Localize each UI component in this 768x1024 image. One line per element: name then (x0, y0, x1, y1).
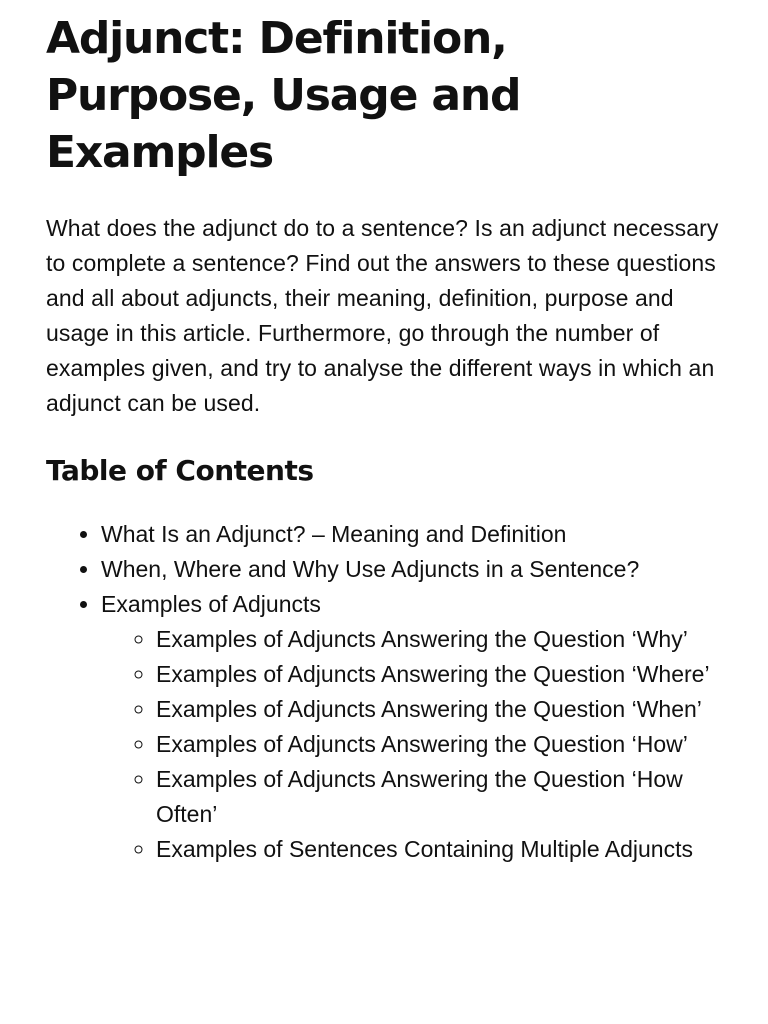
toc-item-usage (101, 552, 722, 587)
toc-item-meaning (101, 517, 722, 552)
toc-subitem-how-often (156, 762, 722, 832)
page-title: Adjunct: Definition, Purpose, Usage and Examples (46, 13, 521, 178)
toc-link-how[interactable]: Examples of Adjuncts Answering the Question ‘How’ (156, 731, 688, 757)
toc-link-multiple[interactable]: Examples of Sentences Containing Multiple Adjuncts (156, 836, 693, 862)
intro-paragraph: What does the adjunct do to a sentence? Is an adjunct necessary to complete a sentence? Find out the answers to these questions and all about adjuncts, their meaning, definition, purpose and usage in this article. Furthermore, go through the number of examples given, and try to analyse the different ways in which an adjunct can be used. (46, 215, 719, 416)
toc-link-why[interactable]: Examples of Adjuncts Answering the Question ‘Why’ (156, 626, 688, 652)
toc-link-where[interactable]: Examples of Adjuncts Answering the Question ‘Where’ (156, 661, 710, 687)
toc-sublist (101, 622, 722, 867)
toc-subitem-where (156, 657, 722, 692)
toc-link-how-often[interactable]: Examples of Adjuncts Answering the Question ‘How Often’ (156, 766, 683, 827)
toc-item-examples (101, 587, 722, 867)
toc-link-examples[interactable]: Examples of Adjuncts (101, 591, 321, 617)
toc-subitem-why (156, 622, 722, 657)
toc-link-usage[interactable]: When, Where and Why Use Adjuncts in a Sentence? (101, 556, 640, 582)
table-of-contents (46, 517, 722, 867)
toc-link-meaning[interactable]: What Is an Adjunct? – Meaning and Definition (101, 521, 567, 547)
toc-heading: Table of Contents (46, 454, 314, 487)
toc-subitem-multiple (156, 832, 722, 867)
toc-subitem-how (156, 727, 722, 762)
toc-subitem-when (156, 692, 722, 727)
toc-link-when[interactable]: Examples of Adjuncts Answering the Question ‘When’ (156, 696, 702, 722)
